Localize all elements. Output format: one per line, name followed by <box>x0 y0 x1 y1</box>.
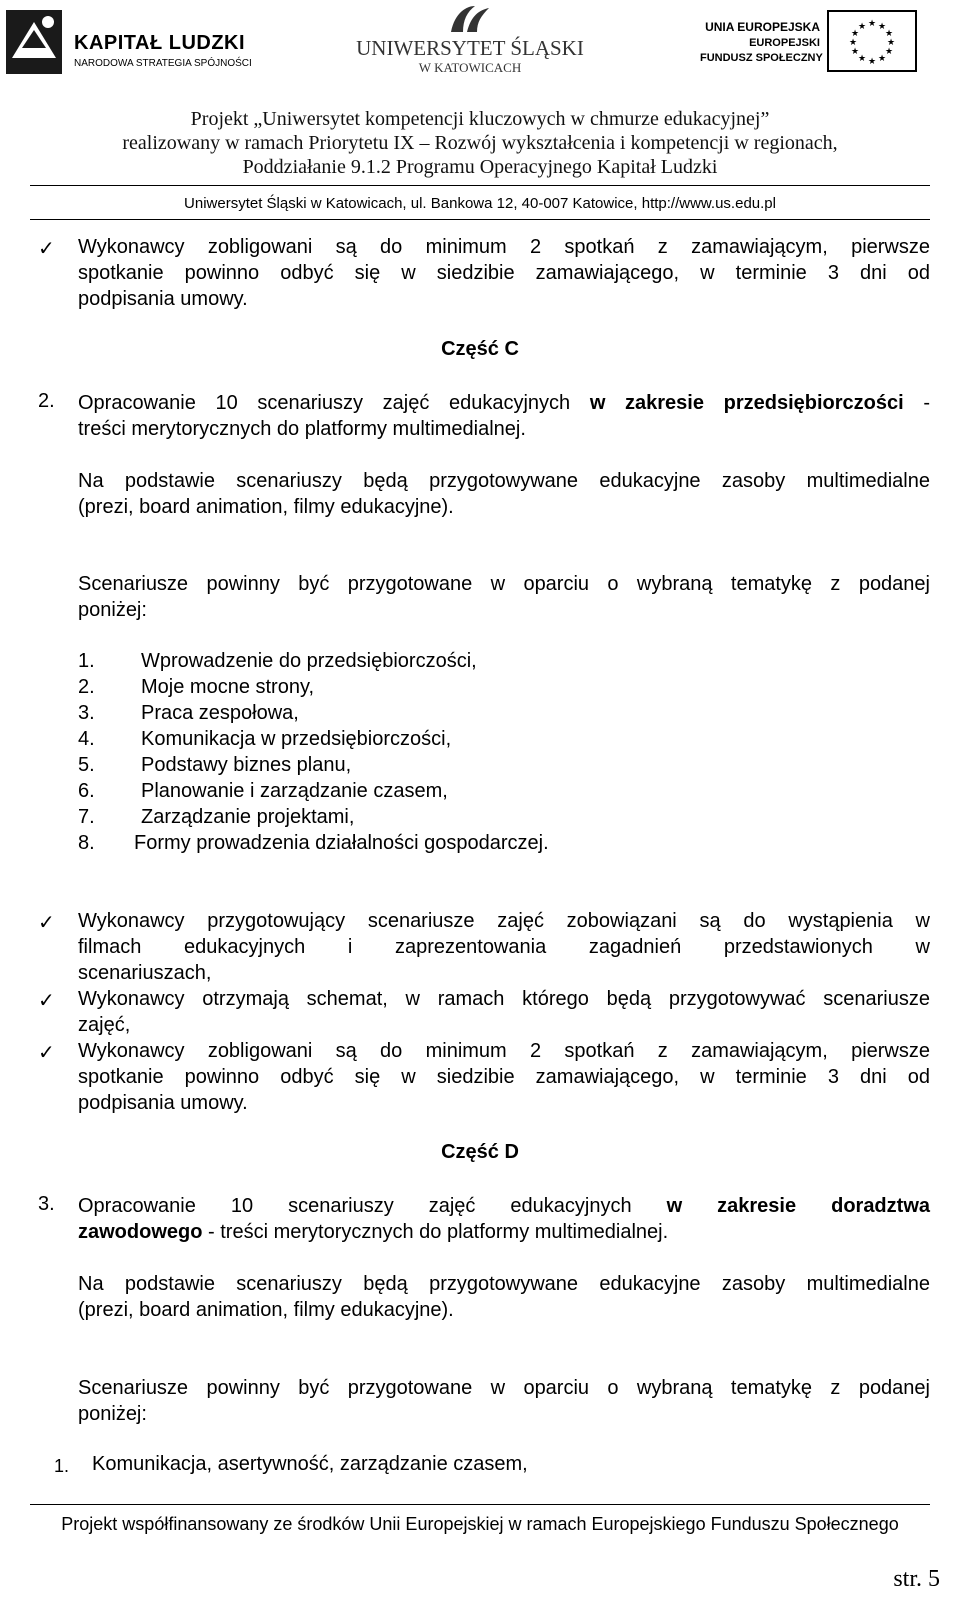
list-item: Komunikacja, asertywność, zarządzanie czasem, <box>92 1453 528 1475</box>
svg-text:★: ★ <box>857 54 867 64</box>
check-icon: ✓ <box>38 990 55 1012</box>
check-icon: ✓ <box>38 912 55 934</box>
list-item: Praca zespołowa, <box>141 702 299 724</box>
svg-text:★: ★ <box>886 38 896 48</box>
university-subtitle: W KATOWICACH <box>418 60 522 75</box>
eu-flag-icon <box>827 10 917 72</box>
kapital-ludzki-subtitle: NARODOWA STRATEGIA SPÓJNOŚCI <box>74 58 252 69</box>
list-item: Moje mocne strony, <box>141 676 315 698</box>
list-item: Wprowadzenie do przedsiębiorczości, <box>141 650 477 672</box>
list-item: Planowanie i zarządzanie czasem, <box>141 780 448 802</box>
project-subaction-line: Poddziałanie 9.1.2 Programu Operacyjnego Kapitał Ludzki <box>242 156 718 178</box>
list-item-number: 1. <box>78 650 95 672</box>
part-c-para1: Na podstawie scenariuszy będą przygotowywane edukacyjne zasoby multimedialne (prezi, board animation, filmy edukacyjne). <box>78 470 930 518</box>
university-address: Uniwersytet Śląski w Katowicach, ul. Bankowa 12, 40-007 Katowice, http://www.us.edu.pl <box>184 195 776 212</box>
part-c-bullet-3: Wykonawcy zobligowani są do minimum 2 spotkań z zamawiającym, pierwsze spotkanie powinno odbyć się w siedzibie zamawiającego, w terminie 3 dni od podpisania umowy. <box>78 1040 930 1114</box>
svg-text:★: ★ <box>877 22 887 32</box>
uniwersytet-slaski-logo <box>355 2 585 82</box>
logo-bar <box>0 0 960 90</box>
part-c-bullet-2: Wykonawcy otrzymają schemat, w ramach którego będą przygotowywać scenariusze zajęć, <box>78 988 930 1036</box>
eu-logo <box>700 10 922 76</box>
part-c-heading: Część C <box>441 338 519 360</box>
list-item-number: 3. <box>78 702 95 724</box>
part-d-number: 3. <box>38 1193 55 1215</box>
part-d-title: Opracowanie 10 scenariuszy zajęć edukacyjnych w zakresie doradztwa zawodowego - treści merytorycznych do platformy multimedialnej. <box>78 1195 930 1243</box>
list-item-number: 6. <box>78 780 95 802</box>
kapital-ludzki-logo <box>4 8 252 84</box>
header-divider <box>30 185 930 186</box>
svg-text:★: ★ <box>867 19 877 29</box>
check-icon: ✓ <box>38 238 55 260</box>
svg-text:★: ★ <box>867 57 877 67</box>
list-item-number: 8. <box>78 832 95 854</box>
list-item-number: 1. <box>54 1456 70 1476</box>
svg-text:★: ★ <box>857 22 867 32</box>
intro-bullet-text: Wykonawcy zobligowani są do minimum 2 spotkań z zamawiającym, pierwsze spotkanie powinno odbyć się w siedzibie zamawiającego, w terminie 3 dni od podpisania umowy. <box>78 236 930 310</box>
list-item-number: 5. <box>78 754 95 776</box>
svg-text:★: ★ <box>877 54 887 64</box>
list-item: Zarządzanie projektami, <box>141 806 355 828</box>
list-item: Komunikacja w przedsiębiorczości, <box>141 728 452 750</box>
list-item: Podstawy biznes planu, <box>141 754 352 776</box>
part-d-para1: Na podstawie scenariuszy będą przygotowywane edukacyjne zasoby multimedialne (prezi, board animation, filmy edukacyjne). <box>78 1273 930 1321</box>
list-item-number: 2. <box>78 676 95 698</box>
list-item: Formy prowadzenia działalności gospodarczej. <box>134 832 549 854</box>
svg-text:★: ★ <box>850 29 860 39</box>
list-item-number: 4. <box>78 728 95 750</box>
footer-funding-note: Projekt współfinansowany ze środków Unii Europejskiej w ramach Europejskiego Funduszu Społecznego <box>61 1514 899 1534</box>
svg-text:★: ★ <box>848 38 858 48</box>
university-title: UNIWERSYTET ŚLĄSKI <box>356 36 584 60</box>
part-c-bullet-1: Wykonawcy przygotowujący scenariusze zajęć zobowiązani są do wystąpienia w filmach edukacyjnych i zaprezentowania zagadnień przedstawionych w scenariuszach, <box>78 910 930 984</box>
kapital-ludzki-emblem-icon <box>4 8 68 78</box>
eu-line1: UNIA EUROPEJSKA <box>705 20 820 34</box>
page-number: str. 5 <box>893 1566 940 1592</box>
svg-text:★: ★ <box>850 47 860 57</box>
eu-line2: EUROPEJSKI <box>749 37 820 49</box>
svg-text:★: ★ <box>884 29 894 39</box>
part-d-heading: Część D <box>441 1141 519 1163</box>
part-c-para2: Scenariusze powinny być przygotowane w oparciu o wybraną tematykę z podanej poniżej: <box>78 573 930 621</box>
part-c-title: Opracowanie 10 scenariuszy zajęć edukacyjnych w zakresie przedsiębiorczości - treści merytorycznych do platformy multimedialnej. <box>78 392 930 440</box>
svg-text:★: ★ <box>884 47 894 57</box>
footer-divider <box>30 1504 930 1505</box>
eu-line3: FUNDUSZ SPOŁECZNY <box>700 52 823 64</box>
check-icon: ✓ <box>38 1042 55 1064</box>
project-title-line: Projekt „Uniwersytet kompetencji kluczowych w chmurze edukacyjnej” <box>190 108 770 130</box>
kapital-ludzki-title: KAPITAŁ LUDZKI <box>74 32 246 54</box>
project-priority-line: realizowany w ramach Priorytetu IX – Rozwój wykształcenia i kompetencji w regionach, <box>122 132 838 154</box>
address-divider <box>30 219 930 220</box>
part-c-number: 2. <box>38 390 55 412</box>
list-item-number: 7. <box>78 806 95 828</box>
part-d-para2: Scenariusze powinny być przygotowane w oparciu o wybraną tematykę z podanej poniżej: <box>78 1377 930 1425</box>
university-emblem-icon <box>445 2 493 34</box>
